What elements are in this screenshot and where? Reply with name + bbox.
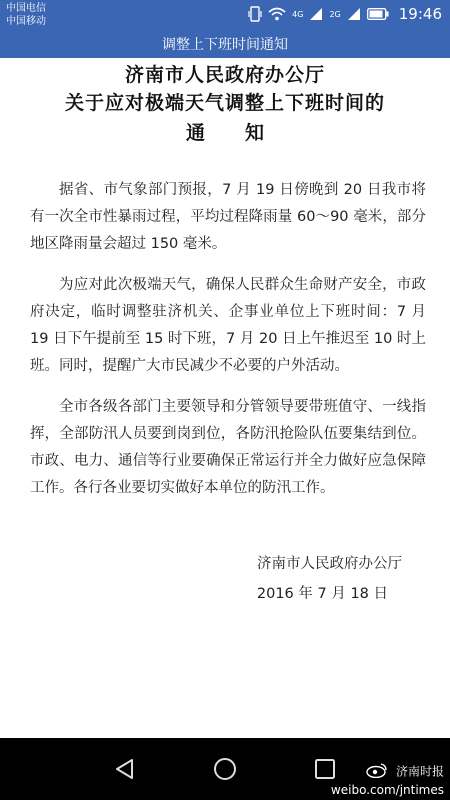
- network-type-1: 4G: [292, 9, 304, 19]
- signature-date: 2016 年 7 月 18 日: [256, 586, 388, 602]
- carrier-2: 中国移动: [6, 16, 46, 27]
- paragraph-2: 为应对此次极端天气，确保人民群众生命财产安全，市政府决定，临时调整驻济机关、企事业单位上下班时间：7 月 19 日下午提前至 15 时下班，7 月 20 日上午推迟至 10 时上班。同时，提醒广大市民减少不必要的户外活动。: [30, 277, 426, 374]
- vibrate-icon: [248, 6, 262, 22]
- signature-org: 济南市人民政府办公厅: [257, 556, 402, 572]
- paragraph-1: 据省、市气象部门预报，7 月 19 日傍晚到 20 日我市将有一次全市性暴雨过程，平均过程降雨量 60～90 毫米，部分地区降雨量会超过 150 毫米。: [30, 182, 426, 252]
- heading-line-1: 济南市人民政府办公厅: [124, 64, 325, 86]
- watermark-name: 济南时报: [395, 764, 444, 779]
- back-button[interactable]: [112, 756, 138, 786]
- signal-2-icon: [347, 7, 361, 21]
- status-icons: [248, 5, 442, 23]
- carrier-1: 中国电信: [6, 3, 46, 14]
- heading-line-2: 关于应对极端天气调整上下班时间的: [64, 92, 385, 114]
- wifi-icon: [268, 7, 286, 21]
- status-bar: [0, 0, 450, 32]
- paragraph-3: 全市各级各部门主要领导和分管领导要带班值守、一线指挥，全部防汛人员要到岗到位，各防汛抢险队伍要集结到位。市政、电力、通信等行业要确保正常运行并全力做好应急保障工作。各行各业要切实做好本单位的防汛工作。: [30, 399, 426, 496]
- watermark: [331, 762, 444, 798]
- clock: 19:46: [398, 5, 442, 23]
- watermark-url: weibo.com/jntimes: [330, 783, 444, 797]
- battery-icon: [367, 8, 389, 20]
- home-button[interactable]: [212, 756, 238, 786]
- carrier-names: [6, 2, 46, 28]
- network-type-2: 2G: [329, 9, 341, 19]
- heading-line-3: 通知: [185, 122, 304, 144]
- weibo-logo-icon: [366, 762, 388, 782]
- signal-1-icon: [309, 7, 323, 21]
- page-title: 调整上下班时间通知: [0, 32, 450, 58]
